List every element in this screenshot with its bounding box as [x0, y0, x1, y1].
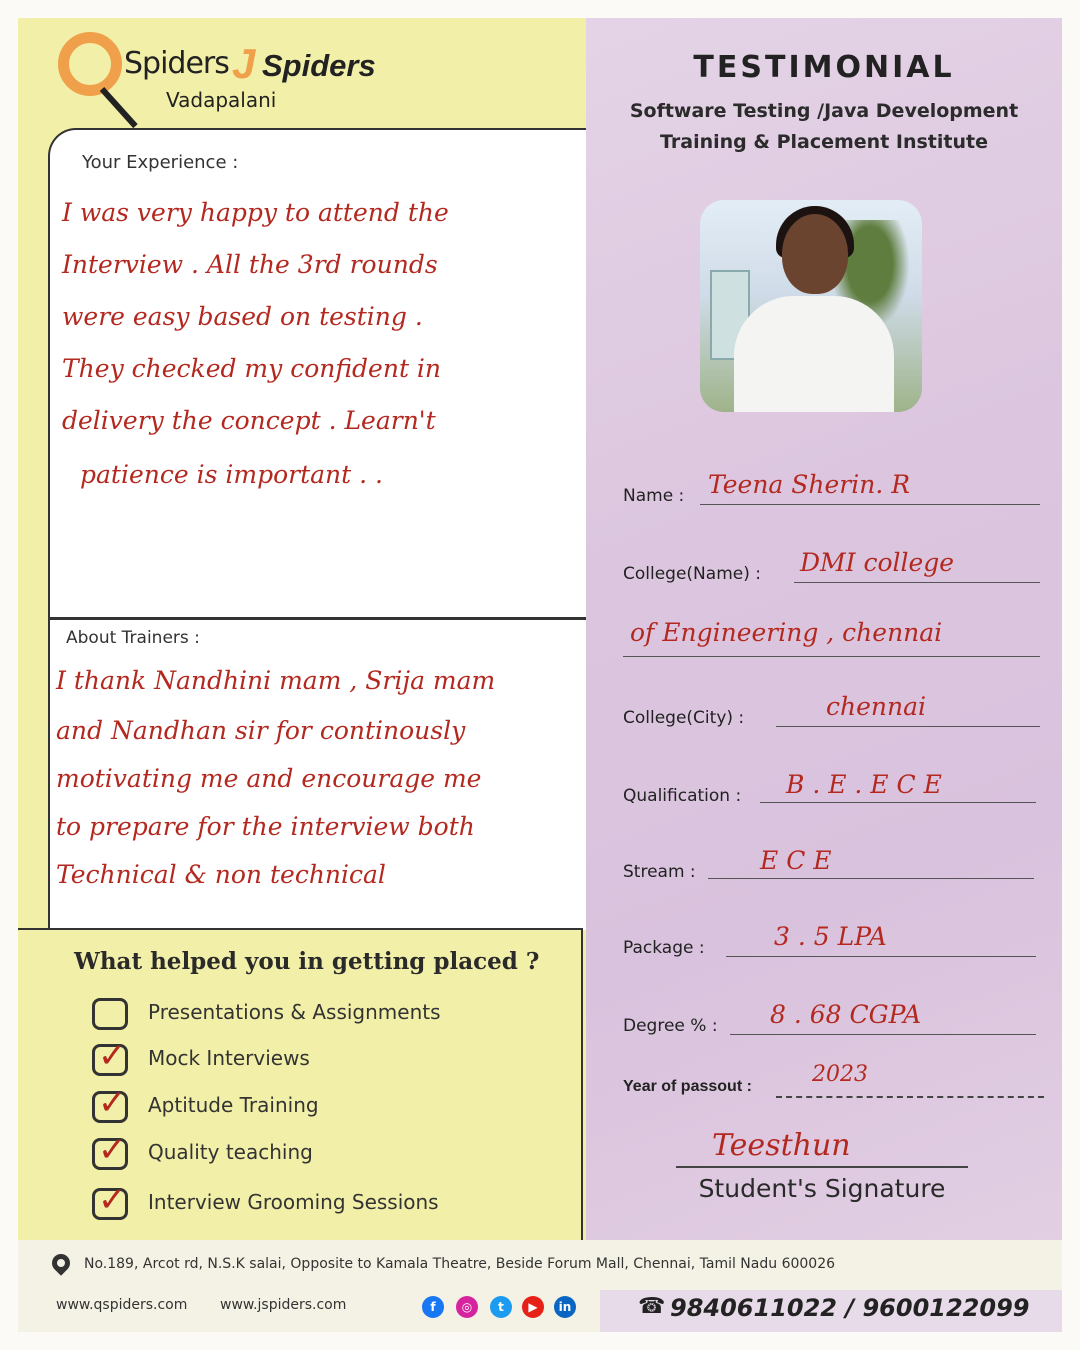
degree-underline	[730, 1034, 1036, 1035]
q-logo-tail-icon	[100, 87, 138, 128]
trainers-line-1: I thank Nandhini mam , Srija mam	[56, 666, 496, 695]
experience-line-2: Interview . All the 3rd rounds	[62, 250, 438, 279]
page-subtitle	[586, 96, 1062, 158]
college-city-label: College(City) :	[623, 708, 745, 728]
checklist-item[interactable]	[92, 1130, 512, 1178]
checklist-item[interactable]	[92, 1083, 512, 1131]
experience-line-4: They checked my confident in	[62, 354, 442, 383]
jspiders-website-link[interactable]: www.jspiders.com	[220, 1297, 347, 1313]
checkbox[interactable]	[92, 998, 128, 1030]
experience-line-3: were easy based on testing .	[62, 302, 423, 331]
checklist-item-label: Quality teaching	[148, 1140, 313, 1164]
j-brand-word: Spiders	[262, 48, 376, 83]
subtitle-line-2: Training & Placement Institute	[660, 131, 988, 153]
brand-location: Vadapalani	[166, 88, 277, 112]
checklist-title: What helped you in getting placed ?	[74, 948, 540, 975]
check-mark-icon: ✓	[98, 1036, 127, 1076]
package-label: Package :	[623, 938, 705, 958]
checklist-item[interactable]	[92, 1180, 512, 1228]
qspiders-website-link[interactable]: www.qspiders.com	[56, 1297, 188, 1313]
subtitle-line-1: Software Testing /Java Development	[629, 100, 1019, 122]
name-label: Name :	[623, 486, 685, 506]
experience-line-5: delivery the concept . Learn't	[62, 406, 436, 435]
experience-line-1: I was very happy to attend the	[62, 198, 449, 227]
trainers-line-3: motivating me and encourage me	[56, 764, 482, 793]
contact-phone-numbers[interactable]: 9840611022 / 9600122099	[670, 1294, 1030, 1322]
linkedin-icon[interactable]: in	[554, 1296, 576, 1318]
instagram-icon[interactable]: ◎	[456, 1296, 478, 1318]
student-photo	[700, 200, 922, 412]
experience-line-6: patience is important . .	[80, 460, 383, 489]
qualification-label: Qualification :	[623, 786, 742, 806]
photo-face	[782, 214, 848, 294]
degree-label: Degree % :	[623, 1016, 718, 1036]
photo-dress	[734, 296, 894, 412]
college-name-label: College(Name) :	[623, 564, 761, 584]
stream-label: Stream :	[623, 862, 696, 882]
year-label: Year of passout :	[623, 1078, 752, 1095]
qualification-value: B . E . E C E	[786, 770, 942, 799]
youtube-icon[interactable]: ▶	[522, 1296, 544, 1318]
q-logo-ring-icon	[58, 32, 122, 96]
name-value: Teena Sherin. R	[708, 470, 911, 499]
phone-icon: ☎	[638, 1294, 666, 1319]
stream-value: E C E	[760, 846, 832, 875]
checklist-item-label: Interview Grooming Sessions	[148, 1190, 439, 1214]
college-city-underline	[776, 726, 1040, 727]
check-mark-icon: ✓	[98, 1083, 127, 1123]
checklist-item-label: Presentations & Assignments	[148, 1000, 441, 1024]
trainers-line-5: Technical & non technical	[56, 860, 386, 889]
check-mark-icon: ✓	[98, 1180, 127, 1220]
year-underline	[776, 1096, 1044, 1098]
q-brand-word: Spiders	[124, 46, 229, 81]
check-mark-icon: ✓	[98, 1130, 127, 1170]
name-underline	[700, 504, 1040, 505]
college-name-underline-2	[623, 656, 1040, 657]
page-title: TESTIMONIAL	[693, 50, 955, 85]
student-signature-scribble: Teesthun	[712, 1128, 851, 1163]
checklist-item-label: Aptitude Training	[148, 1093, 319, 1117]
twitter-icon[interactable]: t	[490, 1296, 512, 1318]
facebook-icon[interactable]: f	[422, 1296, 444, 1318]
package-value: 3 . 5 LPA	[774, 922, 887, 951]
college-name-value-2: of Engineering , chennai	[630, 618, 943, 647]
trainers-line-2: and Nandhan sir for continously	[56, 716, 466, 745]
trainers-label: About Trainers :	[66, 628, 200, 648]
signature-caption: Student's Signature	[698, 1174, 946, 1203]
package-underline	[726, 956, 1036, 957]
checklist-item-label: Mock Interviews	[148, 1046, 310, 1070]
checklist-item[interactable]	[92, 1036, 512, 1084]
year-value: 2023	[812, 1062, 868, 1087]
checklist-item[interactable]	[92, 998, 512, 1038]
stream-underline	[708, 878, 1034, 879]
brand-logo	[58, 24, 418, 124]
j-brand-letter: J	[232, 40, 256, 87]
footer-address: No.189, Arcot rd, N.S.K salai, Opposite to Kamala Theatre, Beside Forum Mall, Chennai, Tamil Nadu 600026	[84, 1256, 836, 1272]
college-city-value: chennai	[826, 692, 926, 721]
experience-label: Your Experience :	[82, 152, 239, 173]
qualification-underline	[760, 802, 1036, 803]
signature-line	[676, 1166, 968, 1168]
college-name-value-1: DMI college	[800, 548, 955, 577]
degree-value: 8 . 68 CGPA	[770, 1000, 922, 1029]
trainers-line-4: to prepare for the interview both	[56, 812, 475, 841]
college-name-underline	[794, 582, 1040, 583]
